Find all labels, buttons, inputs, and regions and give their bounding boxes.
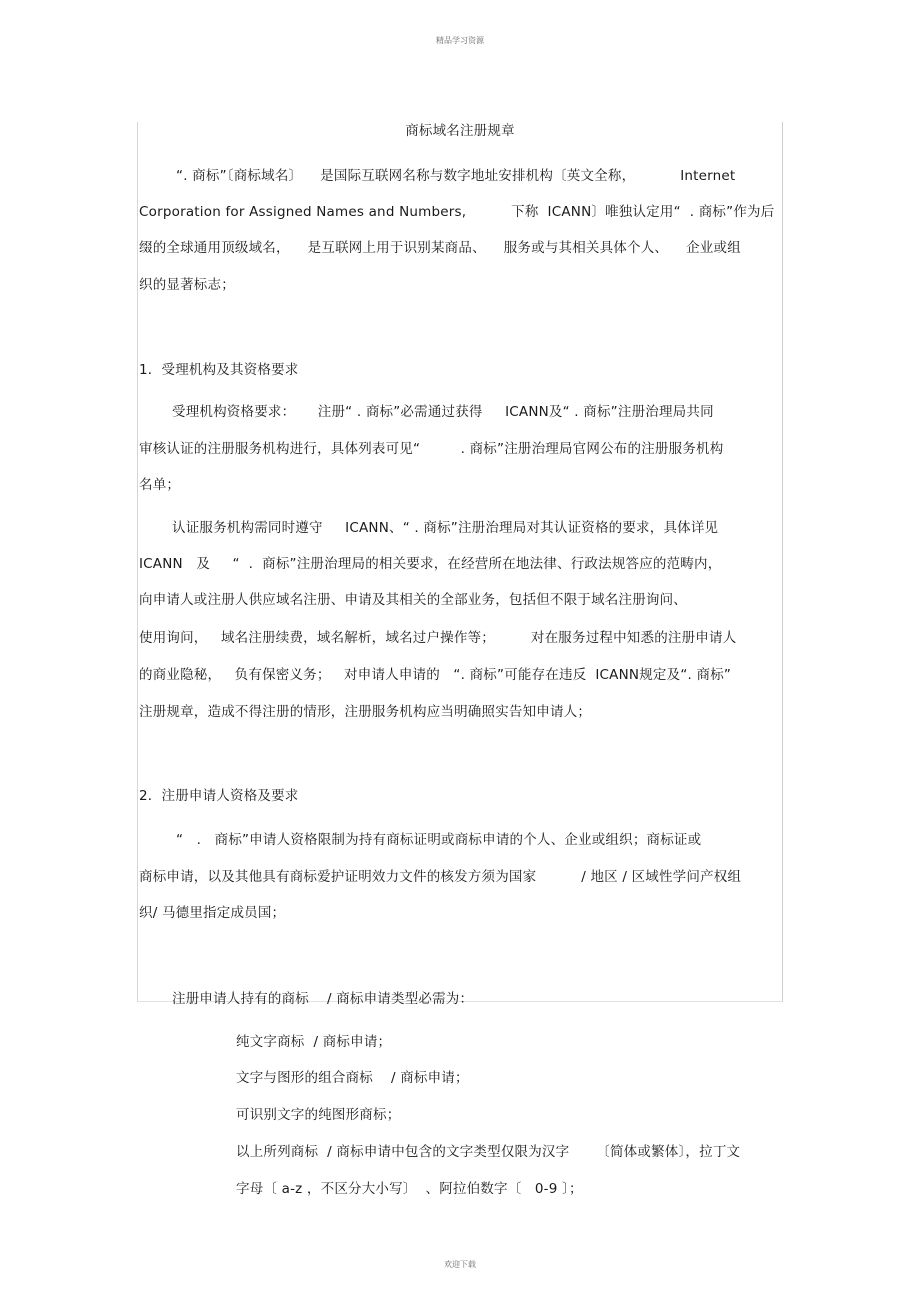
section-1-heading: 1．受理机构及其资格要求 bbox=[139, 362, 299, 378]
intro-line: “. 商标”〔商标域名〕 是国际互联网名称与数字地址安排机构〔英文全称， Internet bbox=[176, 168, 736, 184]
page-header-note: 精品学习资源 bbox=[436, 36, 484, 45]
section-2-paragraph-2: 注册申请人持有的商标 / 商标申请类型必需为： bbox=[172, 991, 474, 1007]
paragraph-line: 认证服务机构需同时遵守 ICANN、“ . 商标”注册治理局对其认证资格的要求，具体详见 bbox=[172, 520, 719, 536]
paragraph-line: 商标申请，以及其他具有商标爱护证明效力文件的核发方须为国家 / 地区 / 区域性学问产权组 bbox=[139, 869, 742, 885]
paragraph-line: 名单； bbox=[139, 477, 181, 493]
intro-line: 织的显著标志； bbox=[139, 277, 235, 293]
paragraph-line: 受理机构资格要求： 注册“ . 商标”必需通过获得 ICANN及“ . 商标”注册治理局共同 bbox=[172, 404, 714, 420]
intro-line: Corporation for Assigned Names and Numbers, 下称 ICANN〕唯独认定用“ . 商标”作为后 bbox=[139, 204, 775, 220]
paragraph-line: 审核认证的注册服务机构进行，具体列表可见“ . 商标”注册治理局官网公布的注册服务机构 bbox=[139, 441, 724, 457]
list-item: 以上所列商标 / 商标申请中包含的文字类型仅限为汉字 〔简体或繁体〕，拉丁文 bbox=[236, 1144, 741, 1160]
section-2-heading: 2．注册申请人资格及要求 bbox=[139, 788, 299, 804]
document-title: 商标域名注册规章 bbox=[405, 123, 515, 139]
page-footer-note: 欢迎下载 bbox=[444, 1260, 476, 1269]
intro-line: 缀的全球通用顶级域名， 是互联网上用于识别某商品、 服务或与其相关具体个人、 企业或组 bbox=[139, 240, 741, 256]
paragraph-line: “ . 商标”申请人资格限制为持有商标证明或商标申请的个人、企业或组织；商标证或 bbox=[176, 832, 702, 848]
list-item: 字母〔 a-z ，不区分大小写〕 、阿拉伯数字〔 0-9 〕； bbox=[236, 1181, 583, 1197]
paragraph-line: 注册规章，造成不得注册的情形，注册服务机构应当明确照实告知申请人； bbox=[139, 704, 592, 720]
list-item: 可识别文字的纯图形商标； bbox=[236, 1107, 401, 1123]
list-item: 文字与图形的组合商标 / 商标申请； bbox=[236, 1070, 469, 1086]
paragraph-line: ICANN 及 “ . 商标”注册治理局的相关要求，在经营所在地法律、行政法规答应的范畴内， bbox=[139, 556, 722, 572]
paragraph-line: 向申请人或注册人供应域名注册、申请及其相关的全部业务，包括但不限于域名注册询问、 bbox=[139, 592, 687, 608]
list-item: 纯文字商标 / 商标申请； bbox=[236, 1034, 392, 1050]
paragraph-line: 使用询问， 域名注册续费，域名解析，域名过户操作等； 对在服务过程中知悉的注册申请人 bbox=[139, 630, 737, 646]
paragraph-line: 织/ 马德里指定成员国； bbox=[139, 905, 286, 921]
paragraph-line: 的商业隐秘， 负有保密义务； 对申请人申请的 “. 商标”可能存在违反 ICANN规定及“. 商标” bbox=[139, 667, 732, 683]
